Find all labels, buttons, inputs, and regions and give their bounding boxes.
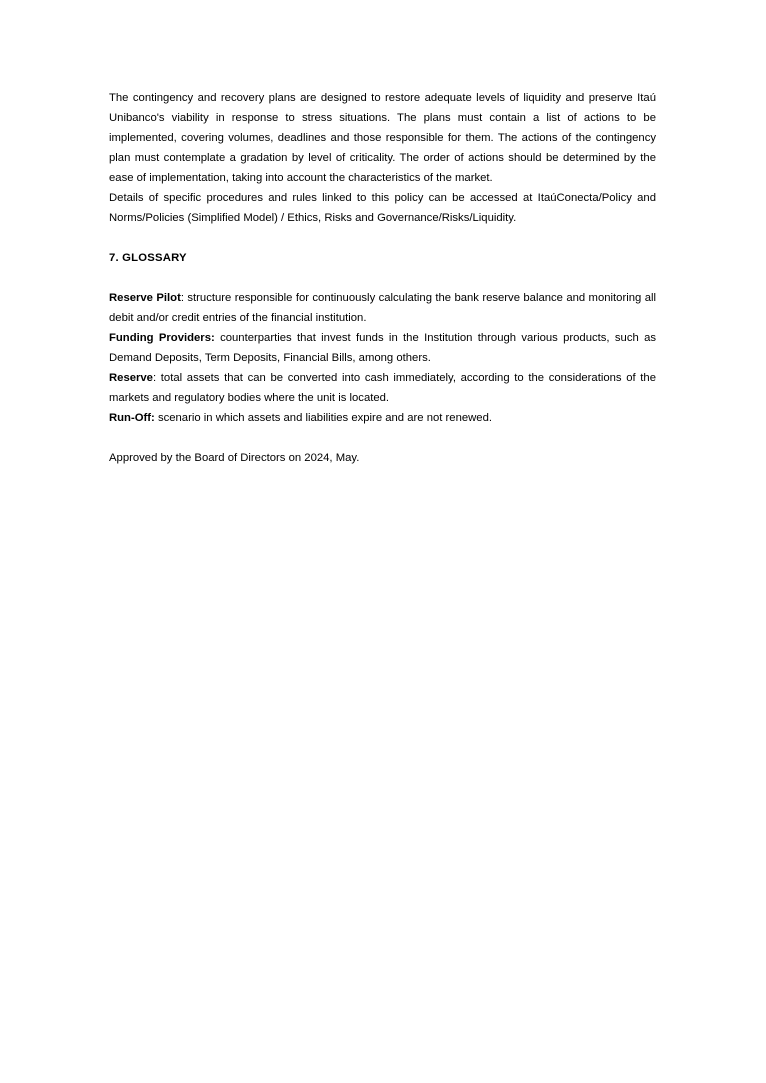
glossary-definition: total assets that can be converted into cash immediately, according to the considerations of the markets and regulatory bodies where the unit is located. (109, 372, 657, 404)
glossary-term: Reserve Pilot (109, 292, 181, 304)
contingency-paragraph: The contingency and recovery plans are designed to restore adequate levels of liquidity and preserve Itaú Unibanco's viability in response to stress situations. The plans must contain a list of actions to be implemented, covering volumes, deadlines and those responsible for them. The actions of the contingency plan must contemplate a gradation by level of criticality. The order of actions should be determined by the ease of implementation, taking into account the characteristics of the market. (109, 92, 656, 184)
glossary-term: Run-Off: (109, 412, 155, 424)
glossary-heading: 7. GLOSSARY (109, 252, 187, 264)
glossary-separator: : (152, 372, 161, 384)
glossary-definition: structure responsible for continuously calculating the bank reserve balance and monitoring all debit and/or credit entries of the financial institution. (109, 292, 656, 324)
glossary-entry-funding-providers (109, 328, 656, 368)
glossary-entry-run-off (109, 408, 656, 428)
glossary-entry-reserve (109, 368, 656, 408)
details-paragraph: Details of specific procedures and rules linked to this policy can be accessed at ItaúConecta/Policy and Norms/Policies (Simplified Model) / Ethics, Risks and Governance/Risks/Liquidity. (109, 192, 656, 224)
glossary-entry-reserve-pilot (109, 288, 656, 328)
approval-note: Approved by the Board of Directors on 2024, May. (109, 452, 360, 464)
glossary-definition: scenario in which assets and liabilities expire and are not renewed. (157, 412, 493, 424)
page-content (109, 88, 656, 468)
glossary-term: Reserve (109, 372, 153, 384)
glossary-separator: : (180, 292, 188, 304)
glossary-term: Funding Providers: (109, 332, 215, 344)
glossary-definition: counterparties that invest funds in the Institution through various products, such as Demand Deposits, Term Deposits, Financial Bills, among others. (109, 332, 657, 364)
